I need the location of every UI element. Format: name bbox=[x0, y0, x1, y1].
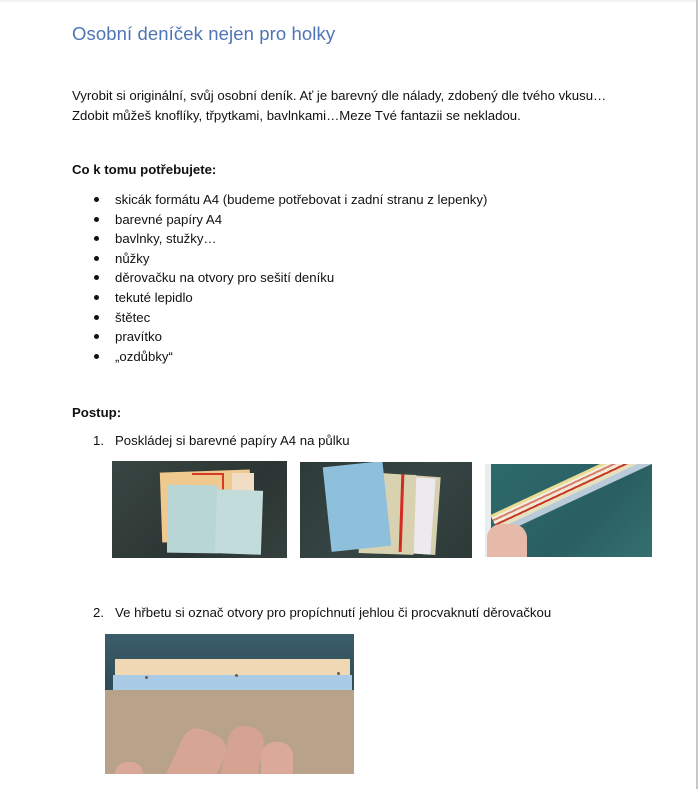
list-item-text: bavlnky, stužky… bbox=[115, 231, 217, 247]
bullet-icon bbox=[94, 275, 99, 280]
list-item bbox=[72, 288, 487, 308]
list-item-text: štětec bbox=[115, 309, 151, 325]
bullet-icon bbox=[94, 354, 99, 359]
list-item-text: barevné papíry A4 bbox=[115, 211, 223, 227]
step-1-photo-2 bbox=[300, 462, 472, 558]
list-item-text: pravítko bbox=[115, 329, 162, 345]
bullet-icon bbox=[94, 236, 99, 241]
list-item-text: skicák formátu A4 (budeme potřebovat i zadní stranu z lepenky) bbox=[115, 192, 488, 207]
list-item bbox=[72, 249, 487, 269]
step-number: 1. bbox=[93, 433, 104, 448]
step-1-photo-1 bbox=[112, 461, 287, 558]
list-item-text: nůžky bbox=[115, 250, 150, 266]
bullet-icon bbox=[94, 197, 99, 202]
list-item-text: děrovačku na otvory pro sešití deníku bbox=[115, 270, 335, 286]
bullet-icon bbox=[94, 334, 99, 339]
intro-paragraph: Vyrobit si originální, svůj osobní deník. Ať je barevný dle nálady, zdobený dle tvého vkusu…Zdobit můžeš knoflíky, třpytkami, bavlnkami…Meze Tvé fantazii se nekladou. bbox=[72, 88, 607, 123]
document-title: Osobní deníček nejen pro holky bbox=[72, 23, 336, 44]
list-item bbox=[72, 190, 487, 210]
step-text: Poskládej si barevné papíry A4 na půlku bbox=[115, 433, 350, 448]
list-item bbox=[72, 229, 487, 249]
step-2 bbox=[93, 605, 551, 620]
bullet-icon bbox=[94, 295, 99, 300]
bullet-icon bbox=[94, 315, 99, 320]
steps-heading: Postup: bbox=[72, 405, 122, 420]
list-item bbox=[72, 327, 487, 347]
list-item bbox=[72, 210, 487, 230]
list-item bbox=[72, 268, 487, 288]
list-item bbox=[72, 308, 487, 328]
list-item-text: „ozdůbky“ bbox=[115, 348, 173, 364]
materials-list bbox=[72, 190, 487, 366]
materials-heading: Co k tomu potřebujete: bbox=[72, 162, 217, 177]
list-item-text: tekuté lepidlo bbox=[115, 289, 193, 305]
step-2-photo-1 bbox=[105, 634, 354, 774]
list-item bbox=[72, 347, 487, 367]
bullet-icon bbox=[94, 256, 99, 261]
step-number: 2. bbox=[93, 605, 104, 620]
bullet-icon bbox=[94, 217, 99, 222]
page-top-shadow bbox=[0, 0, 696, 3]
step-text: Ve hřbetu si označ otvory pro propíchnutí jehlou či procvaknutí děrovačkou bbox=[115, 605, 552, 620]
step-1 bbox=[93, 433, 350, 448]
step-1-photo-3 bbox=[485, 464, 652, 557]
